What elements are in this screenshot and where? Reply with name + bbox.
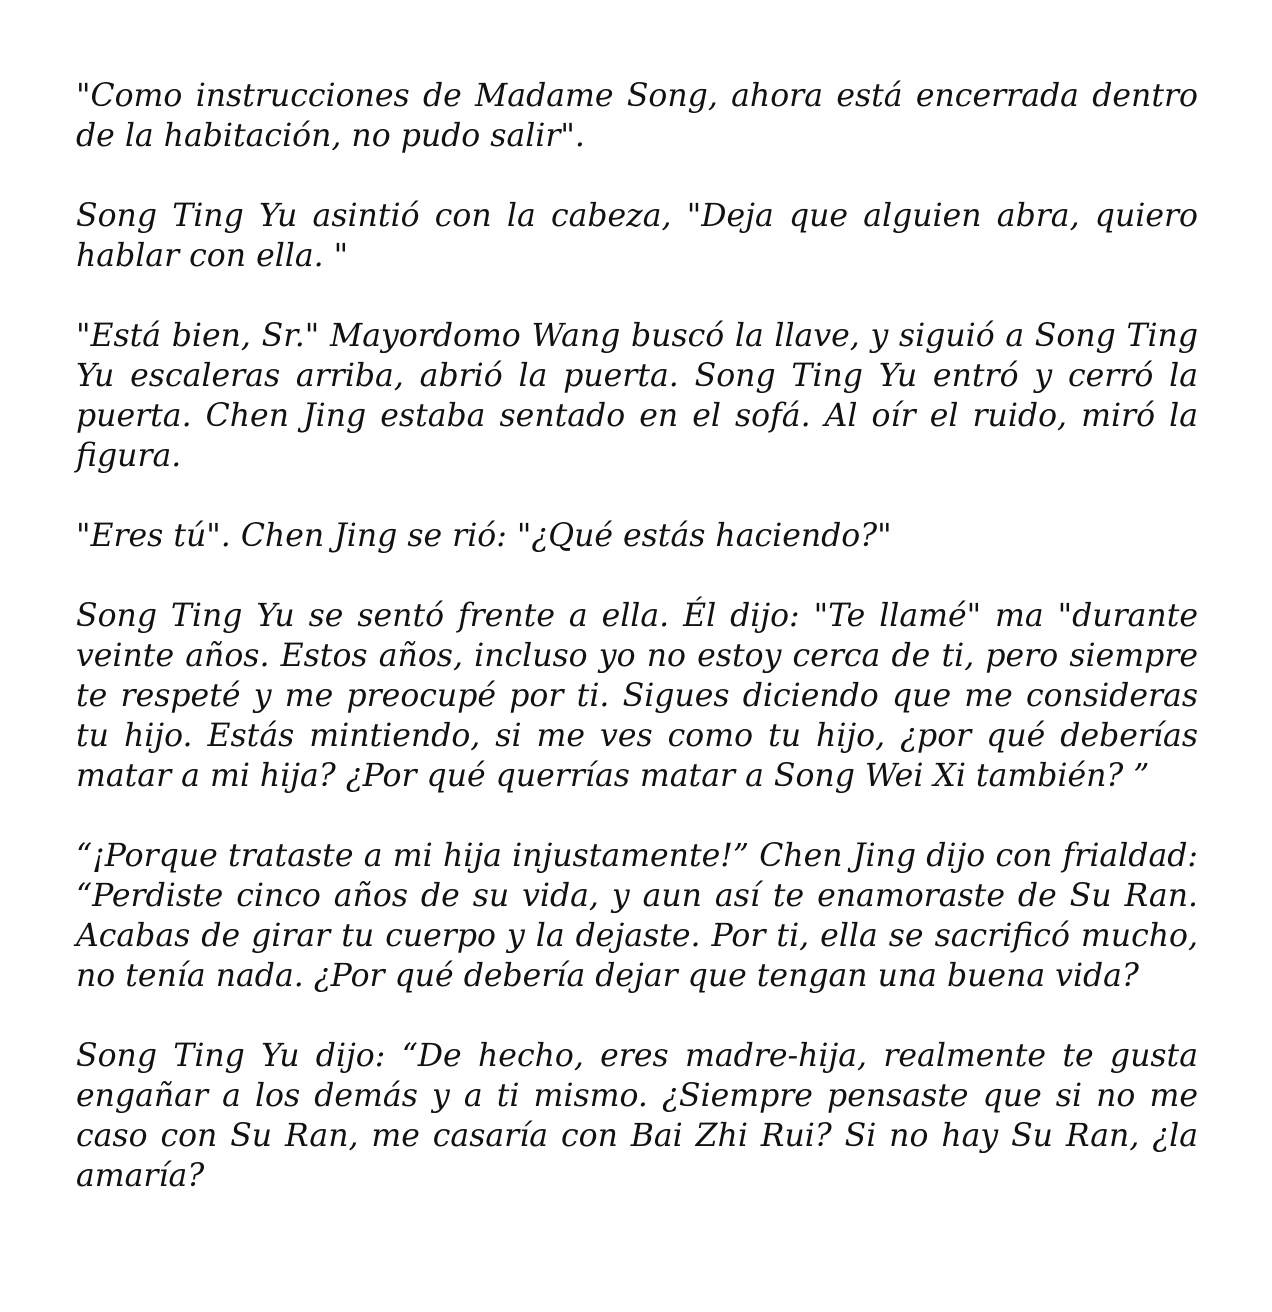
paragraph-5: Song Ting Yu se sentó frente a ella. Él dijo: "Te llamé" ma "durante veinte años. Estos años, incluso yo no estoy cerca de ti, pero siempre te respeté y me preocupé por ti. Sigues diciendo que me consideras tu hijo. Estás mintiendo, si me ves como tu hijo, ¿por qué deberías matar a mi hija? ¿Por qué querrías matar a Song Wei Xi también? ”	[76, 598, 1198, 794]
paragraph-3: "Está bien, Sr." Mayordomo Wang buscó la llave, y siguió a Song Ting Yu escaleras arriba, abrió la puerta. Song Ting Yu entró y cerró la puerta. Chen Jing estaba sentado en el sofá. Al oír el ruido, miró la figura.	[76, 318, 1198, 474]
paragraph-2: Song Ting Yu asintió con la cabeza, "Deja que alguien abra, quiero hablar con ella. "	[76, 198, 1198, 274]
document-page	[76, 76, 1198, 1196]
paragraph-4: "Eres tú". Chen Jing se rió: "¿Qué estás haciendo?"	[76, 518, 892, 554]
paragraph-7: Song Ting Yu dijo: “De hecho, eres madre-hija, realmente te gusta engañar a los demás y a ti mismo. ¿Siempre pensaste que si no me caso con Su Ran, me casaría con Bai Zhi Rui? Si no hay Su Ran, ¿la amaría?	[76, 1038, 1198, 1194]
paragraph-6: “¡Porque trataste a mi hija injustamente!” Chen Jing dijo con frialdad: “Perdiste cinco años de su vida, y aun así te enamoraste de Su Ran. Acabas de girar tu cuerpo y la dejaste. Por ti, ella se sacrificó mucho, no tenía nada. ¿Por qué debería dejar que tengan una buena vida?	[76, 838, 1198, 994]
paragraph-1: "Como instrucciones de Madame Song, ahora está encerrada dentro de la habitación, no pudo salir".	[76, 78, 1198, 154]
